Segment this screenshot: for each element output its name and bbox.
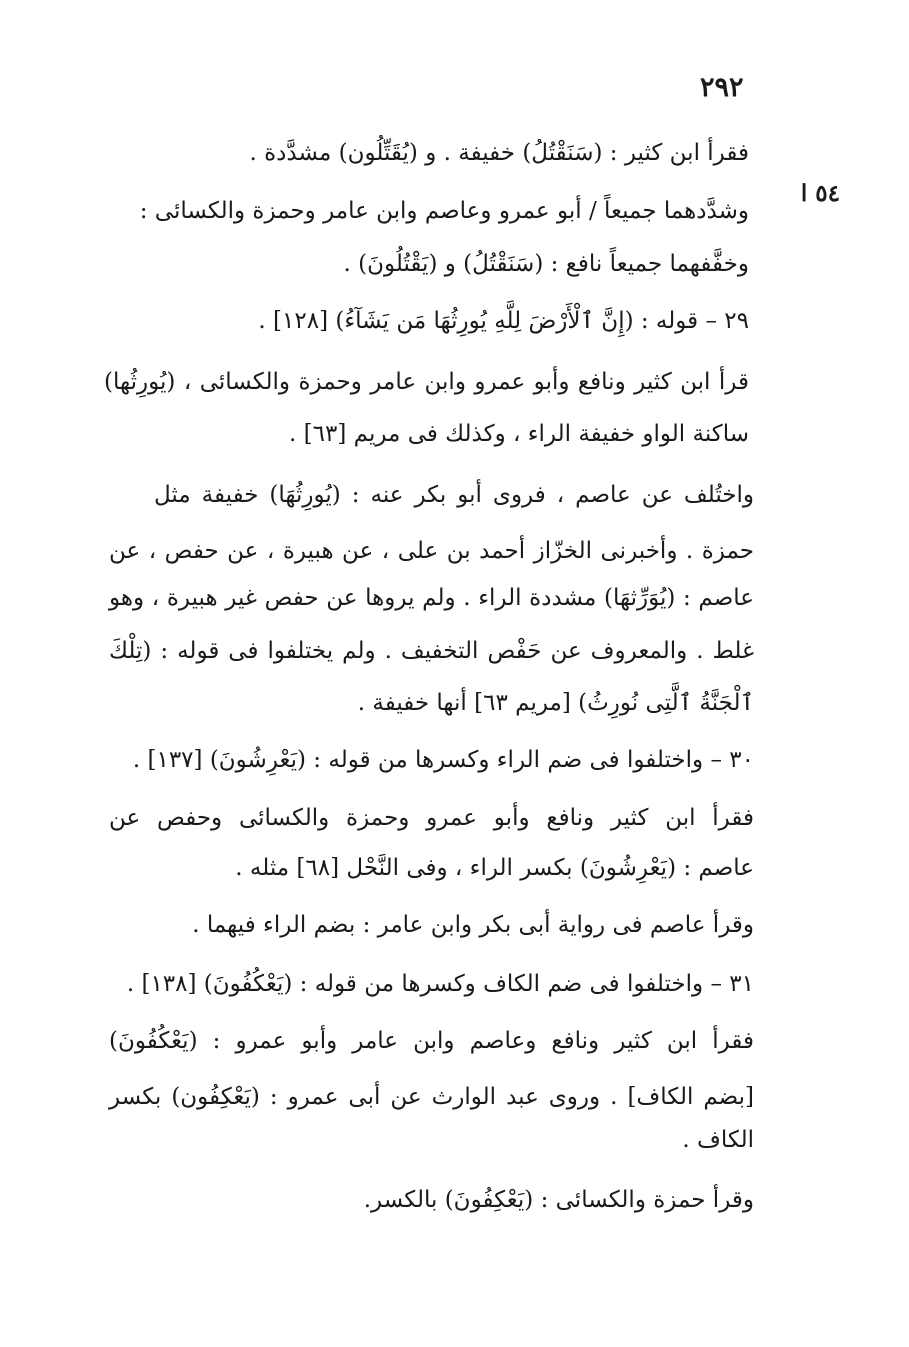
text-line: فقرأ ابن كثير ونافع وعاصم وابن عامر وأبو عمرو : (يَعْكُفُونَ) bbox=[109, 1028, 754, 1054]
text-line: وقرأ عاصم فى رواية أبى بكر وابن عامر : بضم الراء فيهما . bbox=[192, 912, 754, 938]
text-line: فقرأ ابن كثير : (سَنَقْتُلُ) خفيفة . و (يُقَتِّلُون) مشدَّدة . bbox=[249, 140, 749, 166]
margin-reference: ٥٤ ا bbox=[800, 180, 840, 207]
text-line: وخفَّفهما جميعاً نافع : (سَنَقْتُلُ) و (يَقْتُلُونَ) . bbox=[343, 251, 749, 277]
text-line: حمزة . وأخبرنى الخزّاز أحمد بن على ، عن هبيرة ، عن حفص ، عن bbox=[109, 538, 754, 564]
page-number: ٢٩٢ bbox=[700, 72, 744, 103]
text-line: وقرأ حمزة والكسائى : (يَعْكِفُونَ) بالكسر. bbox=[363, 1187, 754, 1213]
text-line: ٣١ – واختلفوا فى ضم الكاف وكسرها من قوله : (يَعْكُفُونَ) [١٣٨] . bbox=[126, 971, 754, 997]
text-line: [بضم الكاف] . وروى عبد الوارث عن أبى عمرو : (يَعْكِفُون) بكسر bbox=[109, 1084, 754, 1110]
text-line: ٱلْجَنَّةُ ٱلَّتِى نُورِثُ) [مريم ٦٣] أنها خفيفة . bbox=[357, 690, 754, 716]
text-line: ٢٩ – قوله : (إِنَّ ٱلْأَرْضَ لِلَّهِ يُورِثُهَا مَن يَشَآءُ) [١٢٨] . bbox=[258, 308, 749, 334]
text-line: غلط . والمعروف عن حَفْص التخفيف . ولم يختلفوا فى قوله : (تِلْكَ bbox=[109, 638, 754, 664]
text-line: واختُلف عن عاصم ، فروى أبو بكر عنه : (يُورِثُهَا) خفيفة مثل bbox=[154, 482, 754, 508]
text-line: الكاف . bbox=[682, 1127, 754, 1153]
text-line: ٣٠ – واختلفوا فى ضم الراء وكسرها من قوله : (يَعْرِشُونَ) [١٣٧] . bbox=[132, 747, 754, 773]
text-line: عاصم : (يُوَرِّثهَا) مشددة الراء . ولم يروها عن حفص غير هبيرة ، وهو bbox=[109, 585, 754, 611]
text-line: ساكنة الواو خفيفة الراء ، وكذلك فى مريم [٦٣] . bbox=[289, 421, 749, 447]
text-line: عاصم : (يَعْرِشُونَ) بكسر الراء ، وفى النَّحْل [٦٨] مثله . bbox=[235, 855, 754, 881]
text-line: قرأ ابن كثير ونافع وأبو عمرو وابن عامر وحمزة والكسائى ، (يُورِثُها) bbox=[104, 369, 749, 395]
text-line: فقرأ ابن كثير ونافع وأبو عمرو وحمزة والكسائى وحفص عن bbox=[109, 805, 754, 831]
text-line: وشدَّدهما جميعاً / أبو عمرو وعاصم وابن عامر وحمزة والكسائى : bbox=[139, 198, 749, 224]
